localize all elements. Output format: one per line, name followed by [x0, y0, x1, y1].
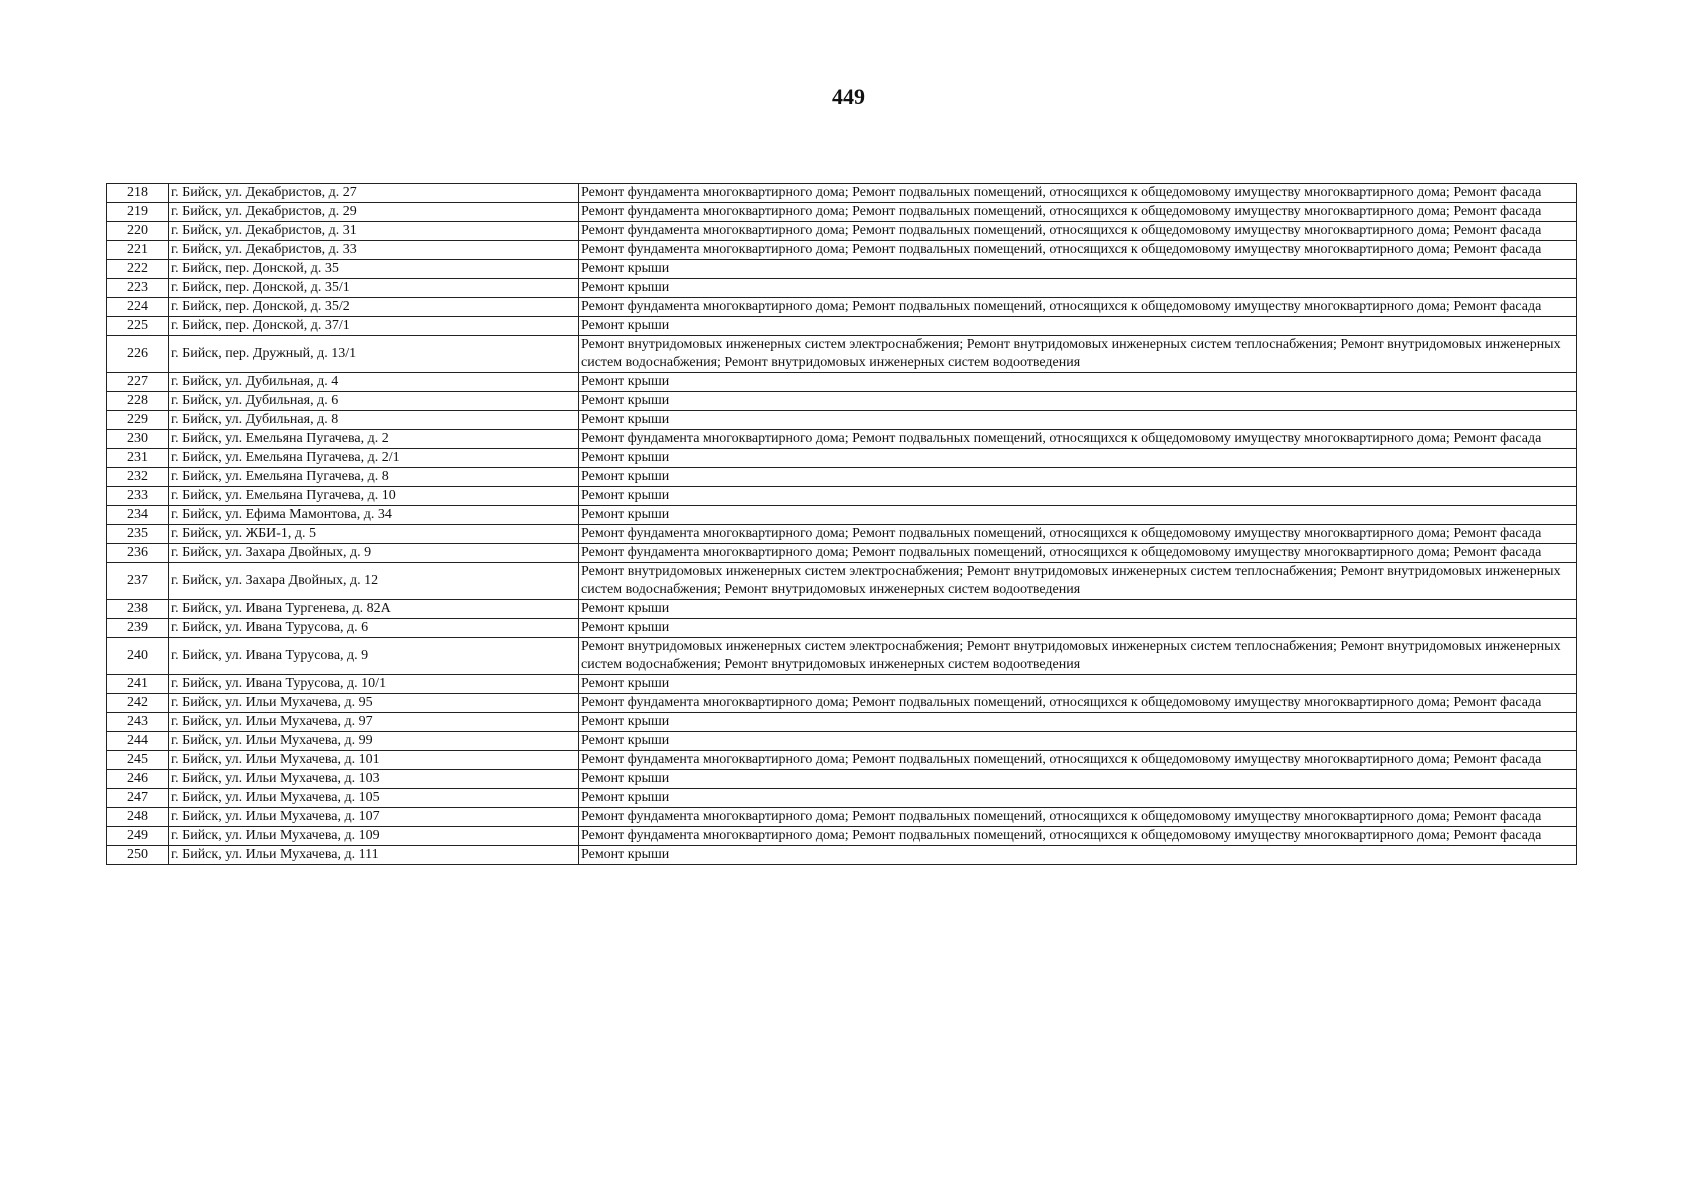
- table-row: [107, 675, 1577, 694]
- table-row: [107, 808, 1577, 827]
- address-cell: г. Бийск, ул. Ильи Мухачева, д. 99: [169, 732, 579, 751]
- works-cell: Ремонт фундамента многоквартирного дома; Ремонт подвальных помещений, относящихся к общедомовому имуществу многоквартирного дома; Ремонт фасада: [579, 751, 1577, 770]
- address-cell: г. Бийск, ул. Емельяна Пугачева, д. 2/1: [169, 449, 579, 468]
- works-cell: Ремонт фундамента многоквартирного дома; Ремонт подвальных помещений, относящихся к общедомовому имуществу многоквартирного дома; Ремонт фасада: [579, 298, 1577, 317]
- table-row: [107, 506, 1577, 525]
- row-number-cell: 241: [107, 675, 169, 694]
- address-cell: г. Бийск, ул. Декабристов, д. 27: [169, 184, 579, 203]
- row-number-cell: 248: [107, 808, 169, 827]
- address-cell: г. Бийск, ул. Ивана Тургенева, д. 82А: [169, 600, 579, 619]
- address-cell: г. Бийск, ул. Дубильная, д. 8: [169, 411, 579, 430]
- repair-works-table: [106, 183, 1577, 865]
- table-row: [107, 600, 1577, 619]
- works-cell: Ремонт крыши: [579, 449, 1577, 468]
- works-cell: Ремонт крыши: [579, 846, 1577, 865]
- works-cell: Ремонт крыши: [579, 279, 1577, 298]
- row-number-cell: 228: [107, 392, 169, 411]
- address-cell: г. Бийск, ул. Ивана Турусова, д. 6: [169, 619, 579, 638]
- works-cell: Ремонт внутридомовых инженерных систем электроснабжения; Ремонт внутридомовых инженерных систем теплоснабжения; Ремонт внутридомовых инженерных систем водоснабжения; Ремонт внутридомовых инженерных систем водоотведения: [579, 563, 1577, 600]
- table-row: [107, 449, 1577, 468]
- table-row: [107, 317, 1577, 336]
- table-row: [107, 638, 1577, 675]
- table-row: [107, 392, 1577, 411]
- address-cell: г. Бийск, ул. Захара Двойных, д. 12: [169, 563, 579, 600]
- table-row: [107, 789, 1577, 808]
- table-row: [107, 487, 1577, 506]
- table-row: [107, 827, 1577, 846]
- table-row: [107, 732, 1577, 751]
- table-row: [107, 298, 1577, 317]
- works-cell: Ремонт крыши: [579, 770, 1577, 789]
- works-cell: Ремонт фундамента многоквартирного дома; Ремонт подвальных помещений, относящихся к общедомовому имуществу многоквартирного дома; Ремонт фасада: [579, 222, 1577, 241]
- works-cell: Ремонт крыши: [579, 260, 1577, 279]
- row-number-cell: 245: [107, 751, 169, 770]
- row-number-cell: 231: [107, 449, 169, 468]
- table-row: [107, 260, 1577, 279]
- table-row: [107, 279, 1577, 298]
- works-cell: Ремонт крыши: [579, 411, 1577, 430]
- address-cell: г. Бийск, пер. Донской, д. 35/1: [169, 279, 579, 298]
- works-cell: Ремонт крыши: [579, 732, 1577, 751]
- table-row: [107, 373, 1577, 392]
- row-number-cell: 249: [107, 827, 169, 846]
- address-cell: г. Бийск, пер. Донской, д. 37/1: [169, 317, 579, 336]
- table-row: [107, 694, 1577, 713]
- row-number-cell: 243: [107, 713, 169, 732]
- works-cell: Ремонт крыши: [579, 317, 1577, 336]
- table-row: [107, 846, 1577, 865]
- row-number-cell: 242: [107, 694, 169, 713]
- works-cell: Ремонт крыши: [579, 468, 1577, 487]
- works-cell: Ремонт фундамента многоквартирного дома; Ремонт подвальных помещений, относящихся к общедомовому имуществу многоквартирного дома; Ремонт фасада: [579, 808, 1577, 827]
- row-number-cell: 237: [107, 563, 169, 600]
- row-number-cell: 238: [107, 600, 169, 619]
- table-row: [107, 544, 1577, 563]
- row-number-cell: 250: [107, 846, 169, 865]
- address-cell: г. Бийск, ул. Ефима Мамонтова, д. 34: [169, 506, 579, 525]
- address-cell: г. Бийск, ул. ЖБИ-1, д. 5: [169, 525, 579, 544]
- row-number-cell: 226: [107, 336, 169, 373]
- row-number-cell: 247: [107, 789, 169, 808]
- row-number-cell: 229: [107, 411, 169, 430]
- works-cell: Ремонт фундамента многоквартирного дома; Ремонт подвальных помещений, относящихся к общедомовому имуществу многоквартирного дома; Ремонт фасада: [579, 544, 1577, 563]
- table-row: [107, 770, 1577, 789]
- address-cell: г. Бийск, ул. Дубильная, д. 6: [169, 392, 579, 411]
- row-number-cell: 227: [107, 373, 169, 392]
- address-cell: г. Бийск, ул. Емельяна Пугачева, д. 8: [169, 468, 579, 487]
- works-cell: Ремонт крыши: [579, 713, 1577, 732]
- works-cell: Ремонт фундамента многоквартирного дома; Ремонт подвальных помещений, относящихся к общедомовому имуществу многоквартирного дома; Ремонт фасада: [579, 203, 1577, 222]
- works-cell: Ремонт внутридомовых инженерных систем электроснабжения; Ремонт внутридомовых инженерных систем теплоснабжения; Ремонт внутридомовых инженерных систем водоснабжения; Ремонт внутридомовых инженерных систем водоотведения: [579, 638, 1577, 675]
- row-number-cell: 230: [107, 430, 169, 449]
- table-row: [107, 411, 1577, 430]
- works-cell: Ремонт фундамента многоквартирного дома; Ремонт подвальных помещений, относящихся к общедомовому имуществу многоквартирного дома; Ремонт фасада: [579, 430, 1577, 449]
- table-row: [107, 525, 1577, 544]
- row-number-cell: 233: [107, 487, 169, 506]
- table-row: [107, 619, 1577, 638]
- address-cell: г. Бийск, ул. Ильи Мухачева, д. 109: [169, 827, 579, 846]
- works-cell: Ремонт крыши: [579, 506, 1577, 525]
- works-cell: Ремонт крыши: [579, 600, 1577, 619]
- works-cell: Ремонт крыши: [579, 675, 1577, 694]
- row-number-cell: 218: [107, 184, 169, 203]
- address-cell: г. Бийск, ул. Ивана Турусова, д. 9: [169, 638, 579, 675]
- row-number-cell: 219: [107, 203, 169, 222]
- address-cell: г. Бийск, ул. Ильи Мухачева, д. 101: [169, 751, 579, 770]
- address-cell: г. Бийск, пер. Донской, д. 35: [169, 260, 579, 279]
- address-cell: г. Бийск, ул. Ильи Мухачева, д. 97: [169, 713, 579, 732]
- row-number-cell: 246: [107, 770, 169, 789]
- works-cell: Ремонт фундамента многоквартирного дома; Ремонт подвальных помещений, относящихся к общедомовому имуществу многоквартирного дома; Ремонт фасада: [579, 184, 1577, 203]
- works-cell: Ремонт фундамента многоквартирного дома; Ремонт подвальных помещений, относящихся к общедомовому имуществу многоквартирного дома; Ремонт фасада: [579, 525, 1577, 544]
- address-cell: г. Бийск, ул. Ильи Мухачева, д. 107: [169, 808, 579, 827]
- address-cell: г. Бийск, пер. Донской, д. 35/2: [169, 298, 579, 317]
- row-number-cell: 222: [107, 260, 169, 279]
- table-row: [107, 203, 1577, 222]
- address-cell: г. Бийск, ул. Ильи Мухачева, д. 95: [169, 694, 579, 713]
- address-cell: г. Бийск, пер. Дружный, д. 13/1: [169, 336, 579, 373]
- table-row: [107, 751, 1577, 770]
- address-cell: г. Бийск, ул. Декабристов, д. 29: [169, 203, 579, 222]
- works-cell: Ремонт внутридомовых инженерных систем электроснабжения; Ремонт внутридомовых инженерных систем теплоснабжения; Ремонт внутридомовых инженерных систем водоснабжения; Ремонт внутридомовых инженерных систем водоотведения: [579, 336, 1577, 373]
- address-cell: г. Бийск, ул. Емельяна Пугачева, д. 10: [169, 487, 579, 506]
- table-row: [107, 468, 1577, 487]
- works-cell: Ремонт фундамента многоквартирного дома; Ремонт подвальных помещений, относящихся к общедомовому имуществу многоквартирного дома; Ремонт фасада: [579, 694, 1577, 713]
- works-cell: Ремонт фундамента многоквартирного дома; Ремонт подвальных помещений, относящихся к общедомовому имуществу многоквартирного дома; Ремонт фасада: [579, 241, 1577, 260]
- row-number-cell: 244: [107, 732, 169, 751]
- row-number-cell: 220: [107, 222, 169, 241]
- address-cell: г. Бийск, ул. Ильи Мухачева, д. 103: [169, 770, 579, 789]
- works-cell: Ремонт крыши: [579, 789, 1577, 808]
- row-number-cell: 236: [107, 544, 169, 563]
- works-cell: Ремонт фундамента многоквартирного дома; Ремонт подвальных помещений, относящихся к общедомовому имуществу многоквартирного дома; Ремонт фасада: [579, 827, 1577, 846]
- row-number-cell: 223: [107, 279, 169, 298]
- table-row: [107, 241, 1577, 260]
- address-cell: г. Бийск, ул. Емельяна Пугачева, д. 2: [169, 430, 579, 449]
- row-number-cell: 221: [107, 241, 169, 260]
- table-row: [107, 222, 1577, 241]
- address-cell: г. Бийск, ул. Ильи Мухачева, д. 105: [169, 789, 579, 808]
- page-number: 449: [832, 84, 865, 109]
- table-body: [107, 184, 1577, 865]
- row-number-cell: 224: [107, 298, 169, 317]
- table-row: [107, 184, 1577, 203]
- table-row: [107, 713, 1577, 732]
- address-cell: г. Бийск, ул. Дубильная, д. 4: [169, 373, 579, 392]
- row-number-cell: 240: [107, 638, 169, 675]
- row-number-cell: 235: [107, 525, 169, 544]
- row-number-cell: 232: [107, 468, 169, 487]
- address-cell: г. Бийск, ул. Ильи Мухачева, д. 111: [169, 846, 579, 865]
- address-cell: г. Бийск, ул. Ивана Турусова, д. 10/1: [169, 675, 579, 694]
- row-number-cell: 239: [107, 619, 169, 638]
- works-cell: Ремонт крыши: [579, 619, 1577, 638]
- table-row: [107, 336, 1577, 373]
- address-cell: г. Бийск, ул. Декабристов, д. 31: [169, 222, 579, 241]
- works-cell: Ремонт крыши: [579, 373, 1577, 392]
- row-number-cell: 234: [107, 506, 169, 525]
- table-row: [107, 430, 1577, 449]
- address-cell: г. Бийск, ул. Декабристов, д. 33: [169, 241, 579, 260]
- address-cell: г. Бийск, ул. Захара Двойных, д. 9: [169, 544, 579, 563]
- works-cell: Ремонт крыши: [579, 487, 1577, 506]
- table-row: [107, 563, 1577, 600]
- works-cell: Ремонт крыши: [579, 392, 1577, 411]
- row-number-cell: 225: [107, 317, 169, 336]
